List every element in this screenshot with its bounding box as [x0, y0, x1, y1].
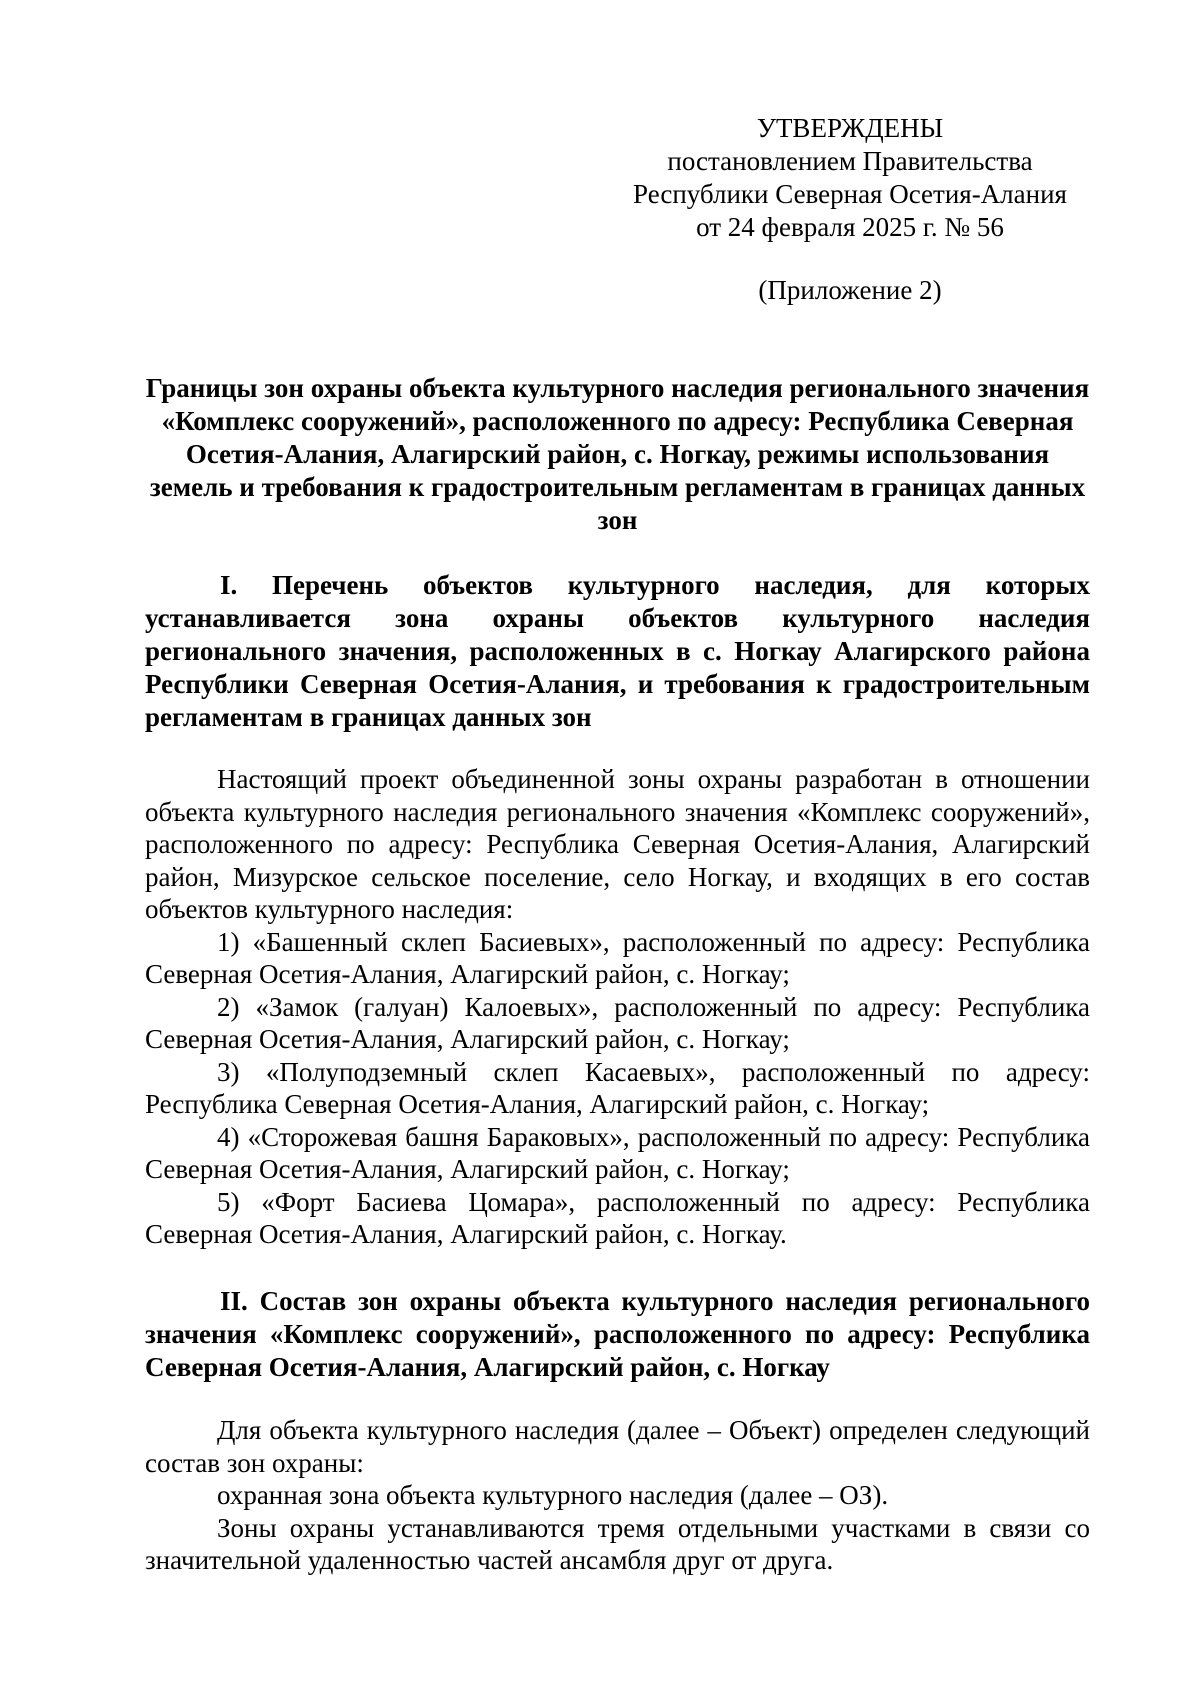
approval-decree: постановлением Правительства — [667, 146, 1033, 176]
list-item: 5) «Форт Басиева Цомара», расположенный по адресу: Республика Северная Осетия-Алания, Алагирский район, с. Ногкау. — [145, 1186, 1090, 1249]
section-1-body — [145, 763, 1090, 1251]
paragraph: Зоны охраны устанавливаются тремя отдельными участками в связи со значительной удаленностью частей ансамбля друг от друга. — [145, 1512, 1090, 1575]
approval-date-number: от 24 февраля 2025 г. № 56 — [696, 212, 1004, 242]
approval-title: УТВЕРЖДЕНЫ — [756, 113, 944, 143]
list-item: 4) «Сторожевая башня Бараковых», расположенный по адресу: Республика Северная Осетия-Алания, Алагирский район, с. Ногкау; — [145, 1121, 1090, 1184]
list-item: 1) «Башенный склеп Басиевых», расположенный по адресу: Республика Северная Осетия-Алания, Алагирский район, с. Ногкау; — [145, 926, 1090, 989]
section-2-body — [145, 1414, 1090, 1577]
section-1-intro: Настоящий проект объединенной зоны охраны разработан в отношении объекта культурного наследия регионального значения «Комплекс сооружений», расположенного по адресу: Республика Северная Осетия-Алания, Алагирский район, Мизурское сельское поселение, село Ногкау, и входящих в его состав объектов культурного наследия: — [145, 764, 1090, 924]
paragraph: охранная зона объекта культурного наследия (далее – ОЗ). — [217, 1480, 889, 1510]
approval-authority: Республики Северная Осетия-Алания — [633, 179, 1067, 209]
paragraph: Для объекта культурного наследия (далее – Объект) определен следующий состав зон охраны: — [145, 1415, 1090, 1478]
section-1-heading: I. Перечень объектов культурного наследия, для которых устанавливается зона охраны объектов культурного наследия регионального значения, расположенных в с. Ногкау Алагирского района Республики Северная Осетия-Алания, и требования к градостроительным регламентам в границах данных зон — [145, 570, 1090, 732]
list-item: 3) «Полуподземный склеп Касаевых», расположенный по адресу: Республика Северная Осетия-Алания, Алагирский район, с. Ногкау; — [145, 1056, 1090, 1119]
section-2-heading: II. Состав зон охраны объекта культурного наследия регионального значения «Комплекс сооружений», расположенного по адресу: Республика Северная Осетия-Алания, Алагирский район, с. Ногкау — [145, 1286, 1090, 1382]
document-title: Границы зон охраны объекта культурного наследия регионального значения «Комплекс сооружений», расположенного по адресу: Республика Северная Осетия-Алания, Алагирский район, с. Ногкау, режимы использования земель и требования к градостроительным регламентам в границах данных зон — [145, 373, 1090, 535]
approval-block — [600, 112, 1100, 244]
list-item: 2) «Замок (галуан) Калоевых», расположенный по адресу: Республика Северная Осетия-Алания, Алагирский район, с. Ногкау; — [145, 991, 1090, 1054]
appendix-label: (Приложение 2) — [758, 275, 942, 305]
